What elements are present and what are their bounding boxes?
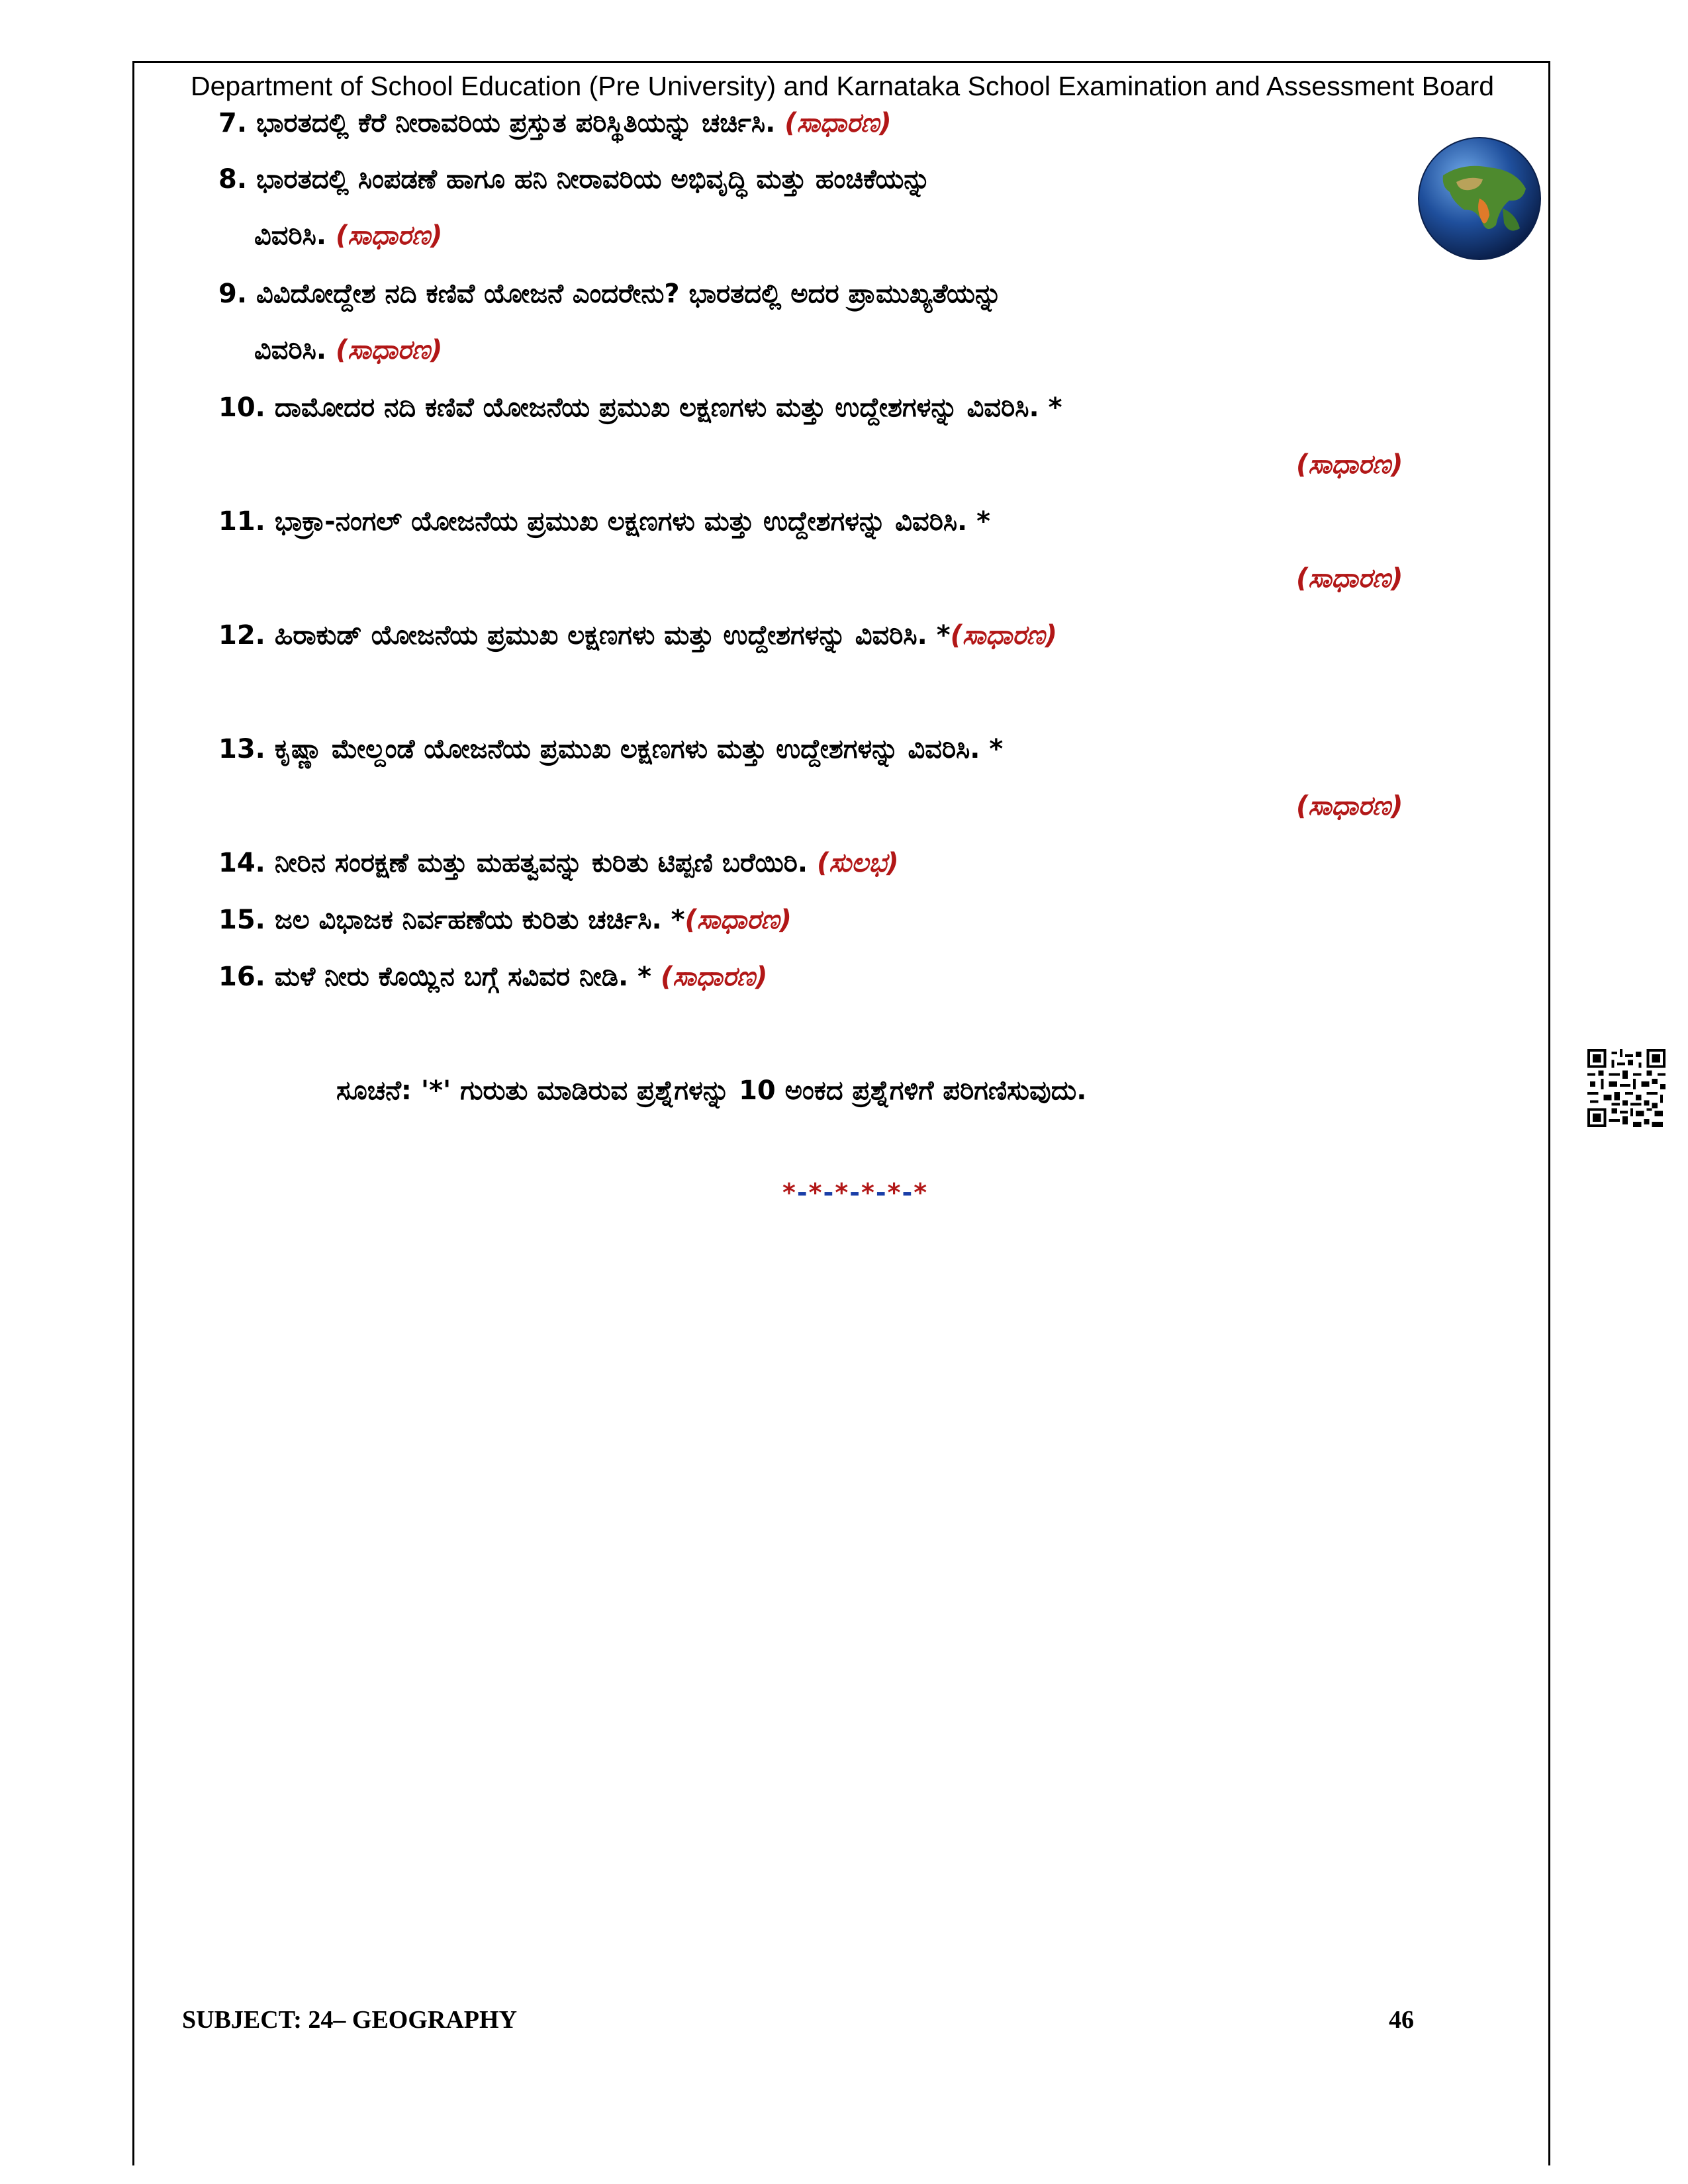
difficulty-tag: (ಸಾಧಾರಣ)	[1296, 791, 1403, 821]
question-15: 15. ಜಲ ವಿಭಾಜಕ ನಿರ್ವಹಣೆಯ ಕುರಿತು ಚರ್ಚಿಸಿ. *(ಸಾಧಾರಣ)	[218, 905, 792, 935]
page-number: 46	[1389, 2006, 1414, 2034]
question-8-continued: ವಿವರಿಸಿ. (ಸಾಧಾರಣ)	[254, 220, 443, 251]
question-14: 14. ನೀರಿನ ಸಂರಕ್ಷಣೆ ಮತ್ತು ಮಹತ್ವವನ್ನು ಕುರಿತು ಟಿಪ್ಪಣಿ ಬರೆಯಿರಿ. (ಸುಲಭ)	[218, 848, 899, 878]
question-16: 16. ಮಳೆ ನೀರು ಕೊಯ್ಲಿನ ಬಗ್ಗೆ ಸವಿವರ ನೀಡಿ. * (ಸಾಧಾರಣ)	[218, 962, 768, 992]
question-13: 13. ಕೃಷ್ಣಾ ಮೇಲ್ದಂಡೆ ಯೋಜನೆಯ ಪ್ರಮುಖ ಲಕ್ಷಣಗಳು ಮತ್ತು ಉದ್ದೇಶಗಳನ್ನು ವಿವರಿಸಿ. *	[218, 734, 1004, 764]
difficulty-tag: (ಸಾಧಾರಣ)	[784, 108, 892, 138]
difficulty-tag: (ಸಾಧಾರಣ)	[950, 620, 1058, 651]
footer-subject: SUBJECT: 24– GEOGRAPHY	[182, 2006, 518, 2034]
difficulty-tag: (ಸಾಧಾರಣ)	[1296, 449, 1403, 480]
question-9-continued: ವಿವರಿಸಿ. (ಸಾಧಾರಣ)	[254, 335, 443, 365]
difficulty-tag: (ಸಾಧಾರಣ)	[661, 962, 768, 992]
difficulty-tag: (ಸಾಧಾರಣ)	[335, 335, 443, 365]
question-8: 8. ಭಾರತದಲ್ಲಿ ಸಿಂಪಡಣೆ ಹಾಗೂ ಹನಿ ನೀರಾವರಿಯ ಅಭಿವೃದ್ಧಿ ಮತ್ತು ಹಂಚಿಕೆಯನ್ನು	[218, 164, 931, 195]
question-9: 9. ವಿವಿದೋದ್ದೇಶ ನದಿ ಕಣಿವೆ ಯೋಜನೆ ಎಂದರೇನು? ಭಾರತದಲ್ಲಿ ಅದರ ಪ್ರಾಮುಖ್ಯತೆಯನ್ನು	[218, 279, 1002, 309]
globe-icon	[1417, 136, 1542, 261]
question-7: 7. ಭಾರತದಲ್ಲಿ ಕೆರೆ ನೀರಾವರಿಯ ಪ್ರಸ್ತುತ ಪರಿಸ್ಥಿತಿಯನ್ನು ಚರ್ಚಿಸಿ. (ಸಾಧಾರಣ)	[218, 108, 892, 138]
question-11: 11. ಭಾಕ್ರಾ-ನಂಗಲ್ ಯೋಜನೆಯ ಪ್ರಮುಖ ಲಕ್ಷಣಗಳು ಮತ್ತು ಉದ್ದೇಶಗಳನ್ನು ವಿವರಿಸಿ. *	[218, 506, 991, 537]
question-10: 10. ದಾಮೋದರ ನದಿ ಕಣಿವೆ ಯೋಜನೆಯ ಪ್ರಮುಖ ಲಕ್ಷಣಗಳು ಮತ್ತು ಉದ್ದೇಶಗಳನ್ನು ವಿವರಿಸಿ. *	[218, 392, 1062, 423]
difficulty-tag: (ಸಾಧಾರಣ)	[684, 905, 792, 935]
instruction-note: ಸೂಚನೆ: '*' ಗುರುತು ಮಾಡಿರುವ ಪ್ರಶ್ನೆಗಳನ್ನು 10 ಅಂಕದ ಪ್ರಶ್ನೆಗಳಿಗೆ ಪರಿಗಣಿಸುವುದು.	[336, 1075, 1087, 1106]
difficulty-tag: (ಸುಲಭ)	[816, 848, 899, 878]
end-of-section-mark: *-*-*-*-*-*	[782, 1178, 929, 1207]
difficulty-tag: (ಸಾಧಾರಣ)	[1296, 563, 1403, 594]
difficulty-tag: (ಸಾಧಾರಣ)	[335, 220, 443, 251]
page-frame	[132, 61, 1550, 2165]
page-header: Department of School Education (Pre University) and Karnataka School Examination and Assessment Board	[190, 71, 1495, 101]
question-12: 12. ಹಿರಾಕುಡ್ ಯೋಜನೆಯ ಪ್ರಮುಖ ಲಕ್ಷಣಗಳು ಮತ್ತು ಉದ್ದೇಶಗಳನ್ನು ವಿವರಿಸಿ. *(ಸಾಧಾರಣ)	[218, 620, 1058, 651]
qr-code-icon	[1587, 1049, 1665, 1127]
